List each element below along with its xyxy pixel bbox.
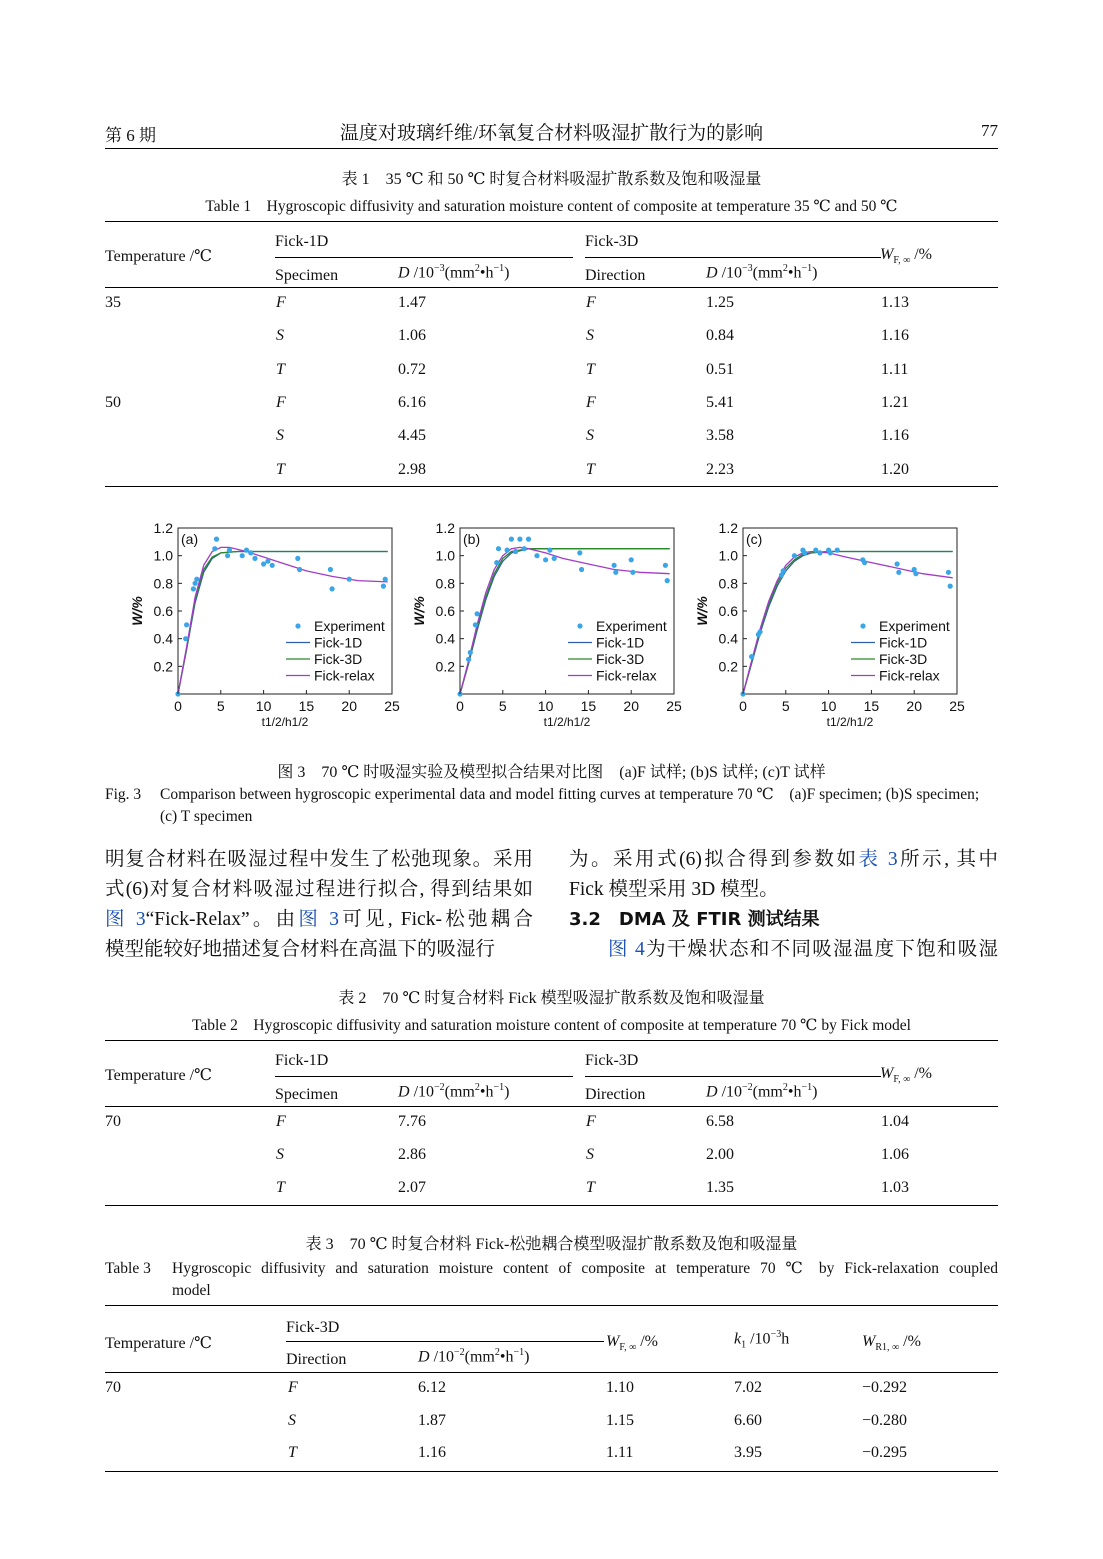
body-line: Fick 模型采用 3D 模型。 (569, 879, 779, 900)
table1-caption-cn: 表 1 35 ℃ 和 50 ℃ 时复合材料吸湿扩散系数及饱和吸湿量 (341, 171, 762, 188)
table1-cell-d1: 0.72 (398, 360, 426, 378)
table2-cell-d1: 2.07 (398, 1179, 426, 1196)
data-point (194, 577, 199, 582)
body-line: 图 4为干燥状态和不同吸湿温度下饱和吸湿 (608, 939, 998, 960)
table1-cell-direction: T (586, 460, 595, 478)
table3-cell-w: 1.11 (606, 1444, 634, 1461)
table3-header-fick3d: Fick-3D (286, 1319, 340, 1336)
table3-ref-link[interactable]: 表 3 (858, 849, 898, 870)
legend-entry: Fick-1D (596, 634, 645, 651)
table1-cell-w: 1.11 (881, 360, 909, 378)
data-point (552, 556, 557, 561)
table1-header-d3: D $/10^{-3}(mm^2•h^{-1})$ (706, 263, 818, 282)
data-point (468, 650, 473, 655)
data-point (862, 560, 867, 565)
table3-cell-k: 3.95 (734, 1444, 762, 1461)
table1-cell-w: 1.20 (881, 460, 909, 478)
table2-header-rule (105, 1106, 998, 1107)
data-point (517, 537, 522, 542)
figure3-caption-en: Fig. 3 Comparison between hygroscopic experimental data and model fitting curves at temperature 70 ℃ (a)F specimen; (b)S specimen; (c) T specimen (105, 786, 980, 825)
x-tick-label: 15 (580, 698, 597, 714)
chart-panel-3 (694, 520, 965, 729)
page-header (105, 118, 998, 149)
x-tick-label: 0 (456, 698, 464, 714)
y-tick-label: 0.4 (435, 630, 455, 647)
y-tick-label: 0.6 (718, 603, 738, 619)
section-heading: 3.2 DMA 及 FTIR 测试结果 (569, 909, 820, 930)
table1-cell-d1: 2.98 (398, 460, 426, 478)
body-line: 明复合材料在吸湿过程中发生了松弛现象。采用 (105, 849, 533, 870)
y-tick-label: 0.8 (718, 575, 738, 592)
table1-cell-d3: 3.58 (706, 427, 734, 445)
legend-entry: Fick-3D (879, 651, 928, 667)
y-tick-label: 0.2 (435, 658, 455, 675)
data-point (240, 553, 245, 558)
table2-cell-d1: 7.76 (398, 1113, 426, 1130)
y-tick-label: 1.2 (153, 520, 173, 536)
body-left-column (105, 845, 533, 965)
table2-cell-direction: T (586, 1179, 595, 1196)
table1-fick1d-rule (275, 257, 573, 258)
table3-caption-en: Table 3 Hygroscopic diffusivity and saturation moisture content of composite at temperature 70 ℃ by Fick-relaxation coupled model (105, 1260, 998, 1299)
table1-bottom-rule (105, 486, 998, 487)
x-tick-label: 5 (781, 698, 790, 714)
y-tick-label: 0.2 (153, 658, 173, 675)
table1-cell-d1: 6.16 (398, 393, 426, 411)
x-tick-label: 10 (255, 698, 272, 714)
table2-header-fick3d: Fick-3D (585, 1052, 639, 1069)
data-point (896, 570, 901, 575)
table1-cell-w: 1.16 (881, 427, 909, 445)
data-point (946, 570, 951, 575)
table1-cell-d3: 2.23 (706, 460, 734, 478)
y-axis-label: W/% (411, 596, 427, 626)
table1-header-specimen: Specimen (275, 267, 339, 284)
table1-cell-specimen: T (276, 460, 285, 478)
data-point (534, 553, 539, 558)
data-point (948, 584, 953, 589)
y-axis-label: W/% (129, 596, 145, 626)
table1-header-d1: D $/10^{-3}(mm^2•h^{-1})$ (398, 263, 510, 282)
table1-caption-en: Table 1 Hygroscopic diffusivity and saturation moisture content of composite at temperature 35 ℃ and 50 ℃ (205, 198, 898, 215)
x-tick-label: 5 (498, 698, 507, 714)
table1-cell-temp: 50 (105, 393, 121, 411)
legend-marker (295, 623, 300, 628)
table3-cell-direction: S (288, 1411, 296, 1429)
data-point (265, 559, 270, 564)
y-tick-label: 0.8 (153, 575, 173, 592)
table1-cell-d3: 0.51 (706, 360, 734, 378)
y-tick-label: 0.8 (435, 575, 455, 592)
data-point (297, 567, 302, 572)
legend-entry: Fick-relax (314, 667, 375, 684)
data-point (494, 560, 499, 565)
x-tick-label: 15 (298, 698, 315, 714)
x-tick-label: 10 (820, 698, 837, 714)
data-point (248, 550, 253, 555)
table3-bottom-rule (105, 1471, 998, 1472)
figure4-ref-link[interactable]: 图 4 (608, 939, 645, 960)
table2-cell-specimen: S (276, 1146, 284, 1163)
legend-entry: Fick-1D (879, 634, 928, 651)
data-point (473, 622, 478, 627)
data-point (663, 563, 668, 568)
data-point (522, 546, 527, 551)
table2-header-specimen: Specimen (275, 1086, 339, 1103)
table2-cell-direction: S (586, 1146, 594, 1163)
legend-entry: Fick-1D (314, 634, 363, 651)
data-point (225, 553, 230, 558)
y-tick-label: 1.0 (153, 547, 173, 564)
body-line: 为。采用式(6)拟合得到参数如表 3所示, 其中 (569, 849, 998, 870)
table3-cell-direction: T (288, 1444, 297, 1461)
table2-cell-specimen: T (276, 1179, 285, 1196)
table1-header-rule (105, 287, 998, 288)
page-number: 77 (981, 121, 998, 140)
table2-header-d1: D $/10^{-2}(mm^2•h^{-1})$ (398, 1082, 510, 1101)
table2-header-w: $W_{F, \infty}$ /% (880, 1065, 932, 1086)
table1-cell-specimen: F (276, 294, 286, 311)
body-right-column (569, 845, 998, 965)
data-point (295, 556, 300, 561)
chart-panel-2 (411, 520, 682, 729)
table3-cell-w: 1.15 (606, 1411, 634, 1429)
data-point (577, 550, 582, 555)
table1-cell-direction: T (586, 360, 595, 378)
table3-header-rule (105, 1372, 998, 1373)
table2-header-fick1d: Fick-1D (275, 1052, 329, 1069)
x-tick-label: 20 (341, 698, 357, 714)
running-title: 温度对玻璃纤维/环氧复合材料吸湿扩散行为的影响 (339, 123, 764, 144)
data-point (183, 636, 188, 641)
table2-bottom-rule (105, 1205, 998, 1206)
table2-cell-w: 1.04 (881, 1113, 909, 1130)
table1-cell-w: 1.16 (881, 327, 909, 345)
figure3-ref-link[interactable]: 图 3 (105, 909, 146, 930)
table3-cell-k: 7.02 (734, 1379, 762, 1396)
data-point (895, 561, 900, 566)
panel-label: (c) (746, 531, 763, 547)
data-point (513, 549, 518, 554)
y-tick-label: 1.2 (718, 520, 738, 536)
data-point (191, 586, 196, 591)
table1-cell-specimen: F (276, 393, 286, 411)
table3-cell-temp: 70 (105, 1379, 121, 1396)
table1-header-temperature: Temperature /℃ (105, 248, 212, 265)
panel-label: (b) (463, 531, 481, 547)
x-tick-label: 0 (739, 698, 747, 714)
y-tick-label: 0.6 (153, 603, 173, 619)
data-point (612, 563, 617, 568)
y-axis-label: W/% (694, 596, 710, 626)
legend-entry: Experiment (879, 618, 950, 634)
legend-entry: Fick-relax (596, 667, 657, 684)
table1-cell-d1: 1.06 (398, 327, 426, 345)
x-tick-label: 20 (623, 698, 639, 714)
y-tick-label: 0.4 (153, 630, 173, 647)
table3-header-wr: $W_{R1, \infty}$ /% (862, 1333, 921, 1354)
data-point (828, 550, 833, 555)
x-tick-label: 25 (949, 698, 965, 714)
table2-cell-w: 1.03 (881, 1179, 909, 1196)
data-point (579, 567, 584, 572)
table1-header-direction: Direction (585, 267, 646, 284)
data-point (383, 577, 388, 582)
x-tick-label: 5 (216, 698, 225, 714)
data-point (252, 556, 257, 561)
data-point (347, 577, 352, 582)
table3-header-w: $W_{F, \infty}$ /% (606, 1333, 658, 1354)
x-tick-label: 0 (174, 698, 182, 714)
table2-cell-temp: 70 (105, 1113, 121, 1130)
data-point (758, 629, 763, 634)
data-point (835, 548, 840, 553)
figure3 (105, 515, 998, 755)
data-point (505, 548, 510, 553)
data-point (913, 571, 918, 576)
body-line: 图 3“Fick-Relax”。由图 3可见, Fick-松弛耦合 (105, 909, 533, 930)
y-tick-label: 0.2 (718, 658, 738, 675)
data-point (665, 578, 670, 583)
y-tick-label: 0.4 (718, 630, 738, 647)
data-point (547, 548, 552, 553)
table1-top-rule (105, 221, 998, 222)
table3-cell-w: 1.10 (606, 1379, 634, 1396)
x-axis-label: t1/2/h1/2 (261, 715, 309, 729)
table1-cell-specimen: S (276, 427, 284, 445)
issue-number: 第 6 期 (105, 126, 156, 145)
data-point (630, 570, 635, 575)
table2-fick1d-rule (275, 1076, 573, 1077)
table2-cell-d3: 1.35 (706, 1179, 734, 1196)
data-point (330, 586, 335, 591)
table3-cell-wr: −0.295 (862, 1444, 908, 1461)
table2-header-direction: Direction (585, 1086, 646, 1103)
table2-cell-direction: F (586, 1113, 596, 1130)
data-point (781, 568, 786, 573)
data-point (509, 537, 514, 542)
table3-cell-wr: −0.280 (862, 1411, 908, 1429)
table3-header-k: $k_1$ $/10^{-3}h$ (734, 1329, 790, 1351)
data-point (749, 654, 754, 659)
x-tick-label: 25 (384, 698, 400, 714)
x-tick-label: 25 (666, 698, 682, 714)
table2-cell-d3: 2.00 (706, 1146, 734, 1163)
data-point (244, 548, 249, 553)
table1-cell-d1: 4.45 (398, 427, 426, 445)
figure3-ref-link[interactable]: 图 3 (298, 909, 340, 930)
x-tick-label: 20 (906, 698, 922, 714)
table3-header-temperature: Temperature /℃ (105, 1335, 212, 1352)
data-point (466, 657, 471, 662)
table1-header-w: $W_{F, \infty}$ /% (880, 246, 932, 267)
table1-cell-specimen: S (276, 327, 284, 345)
table3-cell-k: 6.60 (734, 1411, 762, 1429)
table3-cell-wr: −0.292 (862, 1379, 908, 1396)
data-point (184, 622, 189, 627)
x-tick-label: 10 (537, 698, 554, 714)
data-point (261, 561, 266, 566)
data-point (543, 557, 548, 562)
data-point (629, 557, 634, 562)
table3-header-direction: Direction (286, 1351, 347, 1368)
table1-cell-d3: 5.41 (706, 393, 734, 411)
data-point (526, 537, 531, 542)
data-point (270, 563, 275, 568)
x-axis-label: t1/2/h1/2 (543, 715, 591, 729)
table2-cell-w: 1.06 (881, 1146, 909, 1163)
y-tick-label: 1.2 (435, 520, 455, 536)
legend-entry: Experiment (596, 618, 667, 634)
table1-cell-w: 1.21 (881, 393, 909, 411)
table2-caption-en: Table 2 Hygroscopic diffusivity and saturation moisture content of composite at temperature 70 ℃ by Fick model (192, 1017, 911, 1034)
data-point (227, 548, 232, 553)
table2-header-temperature: Temperature /℃ (105, 1067, 212, 1084)
table1-cell-w: 1.13 (881, 294, 909, 311)
data-point (214, 537, 219, 542)
table3-caption-cn: 表 3 70 ℃ 时复合材料 Fick-松弛耦合模型吸湿扩散系数及饱和吸湿量 (305, 1236, 798, 1253)
table2-top-rule (105, 1040, 998, 1041)
y-tick-label: 1.0 (718, 547, 738, 564)
legend-entry: Fick-relax (879, 667, 940, 684)
table3-fick3d-rule (286, 1341, 604, 1342)
table3-cell-d: 1.87 (418, 1411, 446, 1429)
table2-cell-d1: 2.86 (398, 1146, 426, 1163)
table1-header-fick3d: Fick-3D (585, 233, 639, 250)
x-axis-label: t1/2/h1/2 (826, 715, 874, 729)
table2-cell-d3: 6.58 (706, 1113, 734, 1130)
table2-fick3d-rule (585, 1076, 881, 1077)
body-line: 式(6)对复合材料吸湿过程进行拟合, 得到结果如 (105, 879, 533, 900)
x-tick-label: 15 (863, 698, 880, 714)
table2-header-d3: D $/10^{-2}(mm^2•h^{-1})$ (706, 1082, 818, 1101)
chart-panel-1 (129, 520, 400, 729)
data-point (613, 570, 618, 575)
table1-cell-direction: F (586, 294, 596, 311)
table3-header-d: D $/10^{-2}(mm^2•h^{-1})$ (418, 1347, 530, 1366)
table3-cell-d: 6.12 (418, 1379, 446, 1396)
table1-cell-direction: S (586, 427, 594, 445)
table1-cell-temp: 35 (105, 294, 121, 311)
y-tick-label: 1.0 (435, 547, 455, 564)
y-tick-label: 0.6 (435, 603, 455, 619)
figure3-caption-cn: 图 3 70 ℃ 时吸湿实验及模型拟合结果对比图 (a)F 试样; (b)S 试样; (c)T 试样 (277, 764, 826, 781)
data-point (475, 611, 480, 616)
table1-cell-d3: 0.84 (706, 327, 734, 345)
data-point (496, 546, 501, 551)
data-point (792, 553, 797, 558)
table2-caption-cn: 表 2 70 ℃ 时复合材料 Fick 模型吸湿扩散系数及饱和吸湿量 (338, 990, 765, 1007)
legend-marker (860, 623, 865, 628)
table2-cell-specimen: F (276, 1113, 286, 1130)
table3-top-rule (105, 1305, 998, 1306)
body-line: 模型能较好地描述复合材料在高温下的吸湿行 (105, 939, 496, 960)
legend-entry: Experiment (314, 618, 385, 634)
data-point (381, 584, 386, 589)
table1-cell-direction: S (586, 327, 594, 345)
table3-cell-d: 1.16 (418, 1444, 446, 1461)
table1-cell-d3: 1.25 (706, 294, 734, 311)
data-point (328, 567, 333, 572)
legend-entry: Fick-3D (596, 651, 645, 667)
table1-cell-specimen: T (276, 360, 285, 378)
data-point (817, 550, 822, 555)
table1-cell-direction: F (586, 393, 596, 411)
table1-fick3d-rule (585, 257, 881, 258)
legend-entry: Fick-3D (314, 651, 363, 667)
table3-cell-direction: F (288, 1379, 298, 1396)
table1-cell-d1: 1.47 (398, 294, 426, 311)
data-point (802, 550, 807, 555)
table1-header-fick1d: Fick-1D (275, 233, 329, 250)
legend-marker (577, 623, 582, 628)
panel-label: (a) (181, 531, 199, 547)
data-point (212, 546, 217, 551)
